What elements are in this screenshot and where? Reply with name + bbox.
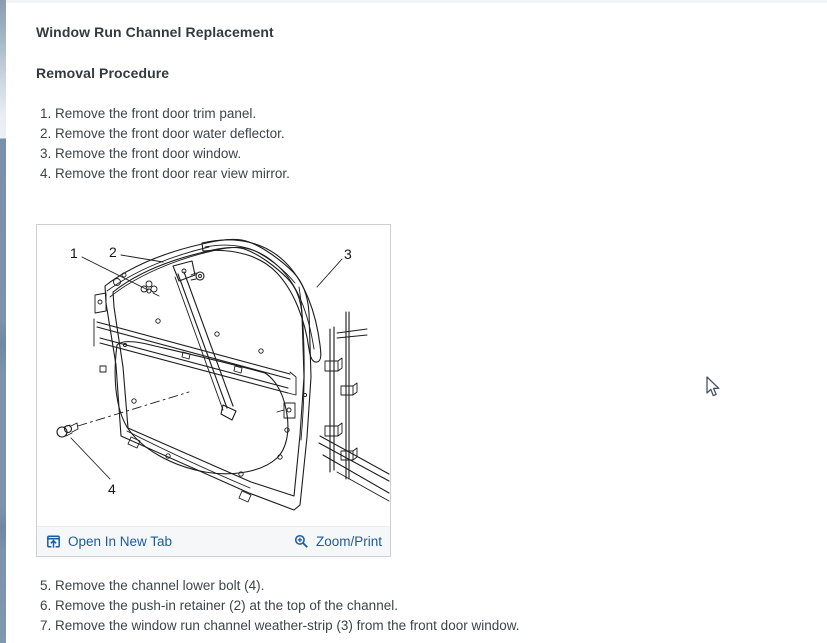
zoom-print-label: Zoom/Print (315, 534, 382, 549)
door-diagram (37, 225, 390, 526)
page-title: Window Run Channel Replacement (36, 24, 274, 40)
callout-1: 1 (70, 245, 78, 261)
mouse-cursor (706, 376, 722, 398)
open-in-new-tab-link[interactable] (46, 534, 172, 549)
procedure-step: 6. Remove the push-in retainer (2) at the top of the channel. (40, 598, 398, 613)
top-border (6, 0, 827, 3)
zoom-print-link[interactable] (294, 534, 382, 549)
zoom-in-icon (294, 534, 309, 549)
procedure-step: 5. Remove the channel lower bolt (4). (40, 578, 265, 593)
callout-2: 2 (109, 244, 117, 260)
figure-panel (36, 224, 391, 557)
procedure-step: 1. Remove the front door trim panel. (40, 106, 257, 121)
callout-4: 4 (108, 481, 116, 497)
procedure-step: 2. Remove the front door water deflector. (40, 126, 285, 141)
figure-toolbar (37, 526, 390, 556)
left-scrollbar[interactable] (0, 0, 6, 643)
procedure-step: 7. Remove the window run channel weather-strip (3) from the front door window. (40, 618, 520, 633)
procedure-step: 4. Remove the front door rear view mirror. (40, 166, 290, 181)
open-in-new-tab-label: Open In New Tab (68, 534, 173, 549)
callout-3: 3 (344, 246, 352, 262)
procedure-steps-5-7 (40, 576, 519, 636)
section-title: Removal Procedure (36, 65, 170, 81)
procedure-step: 3. Remove the front door window. (40, 146, 242, 161)
open-in-new-tab-icon (46, 534, 61, 549)
procedure-steps-1-4 (40, 104, 290, 184)
